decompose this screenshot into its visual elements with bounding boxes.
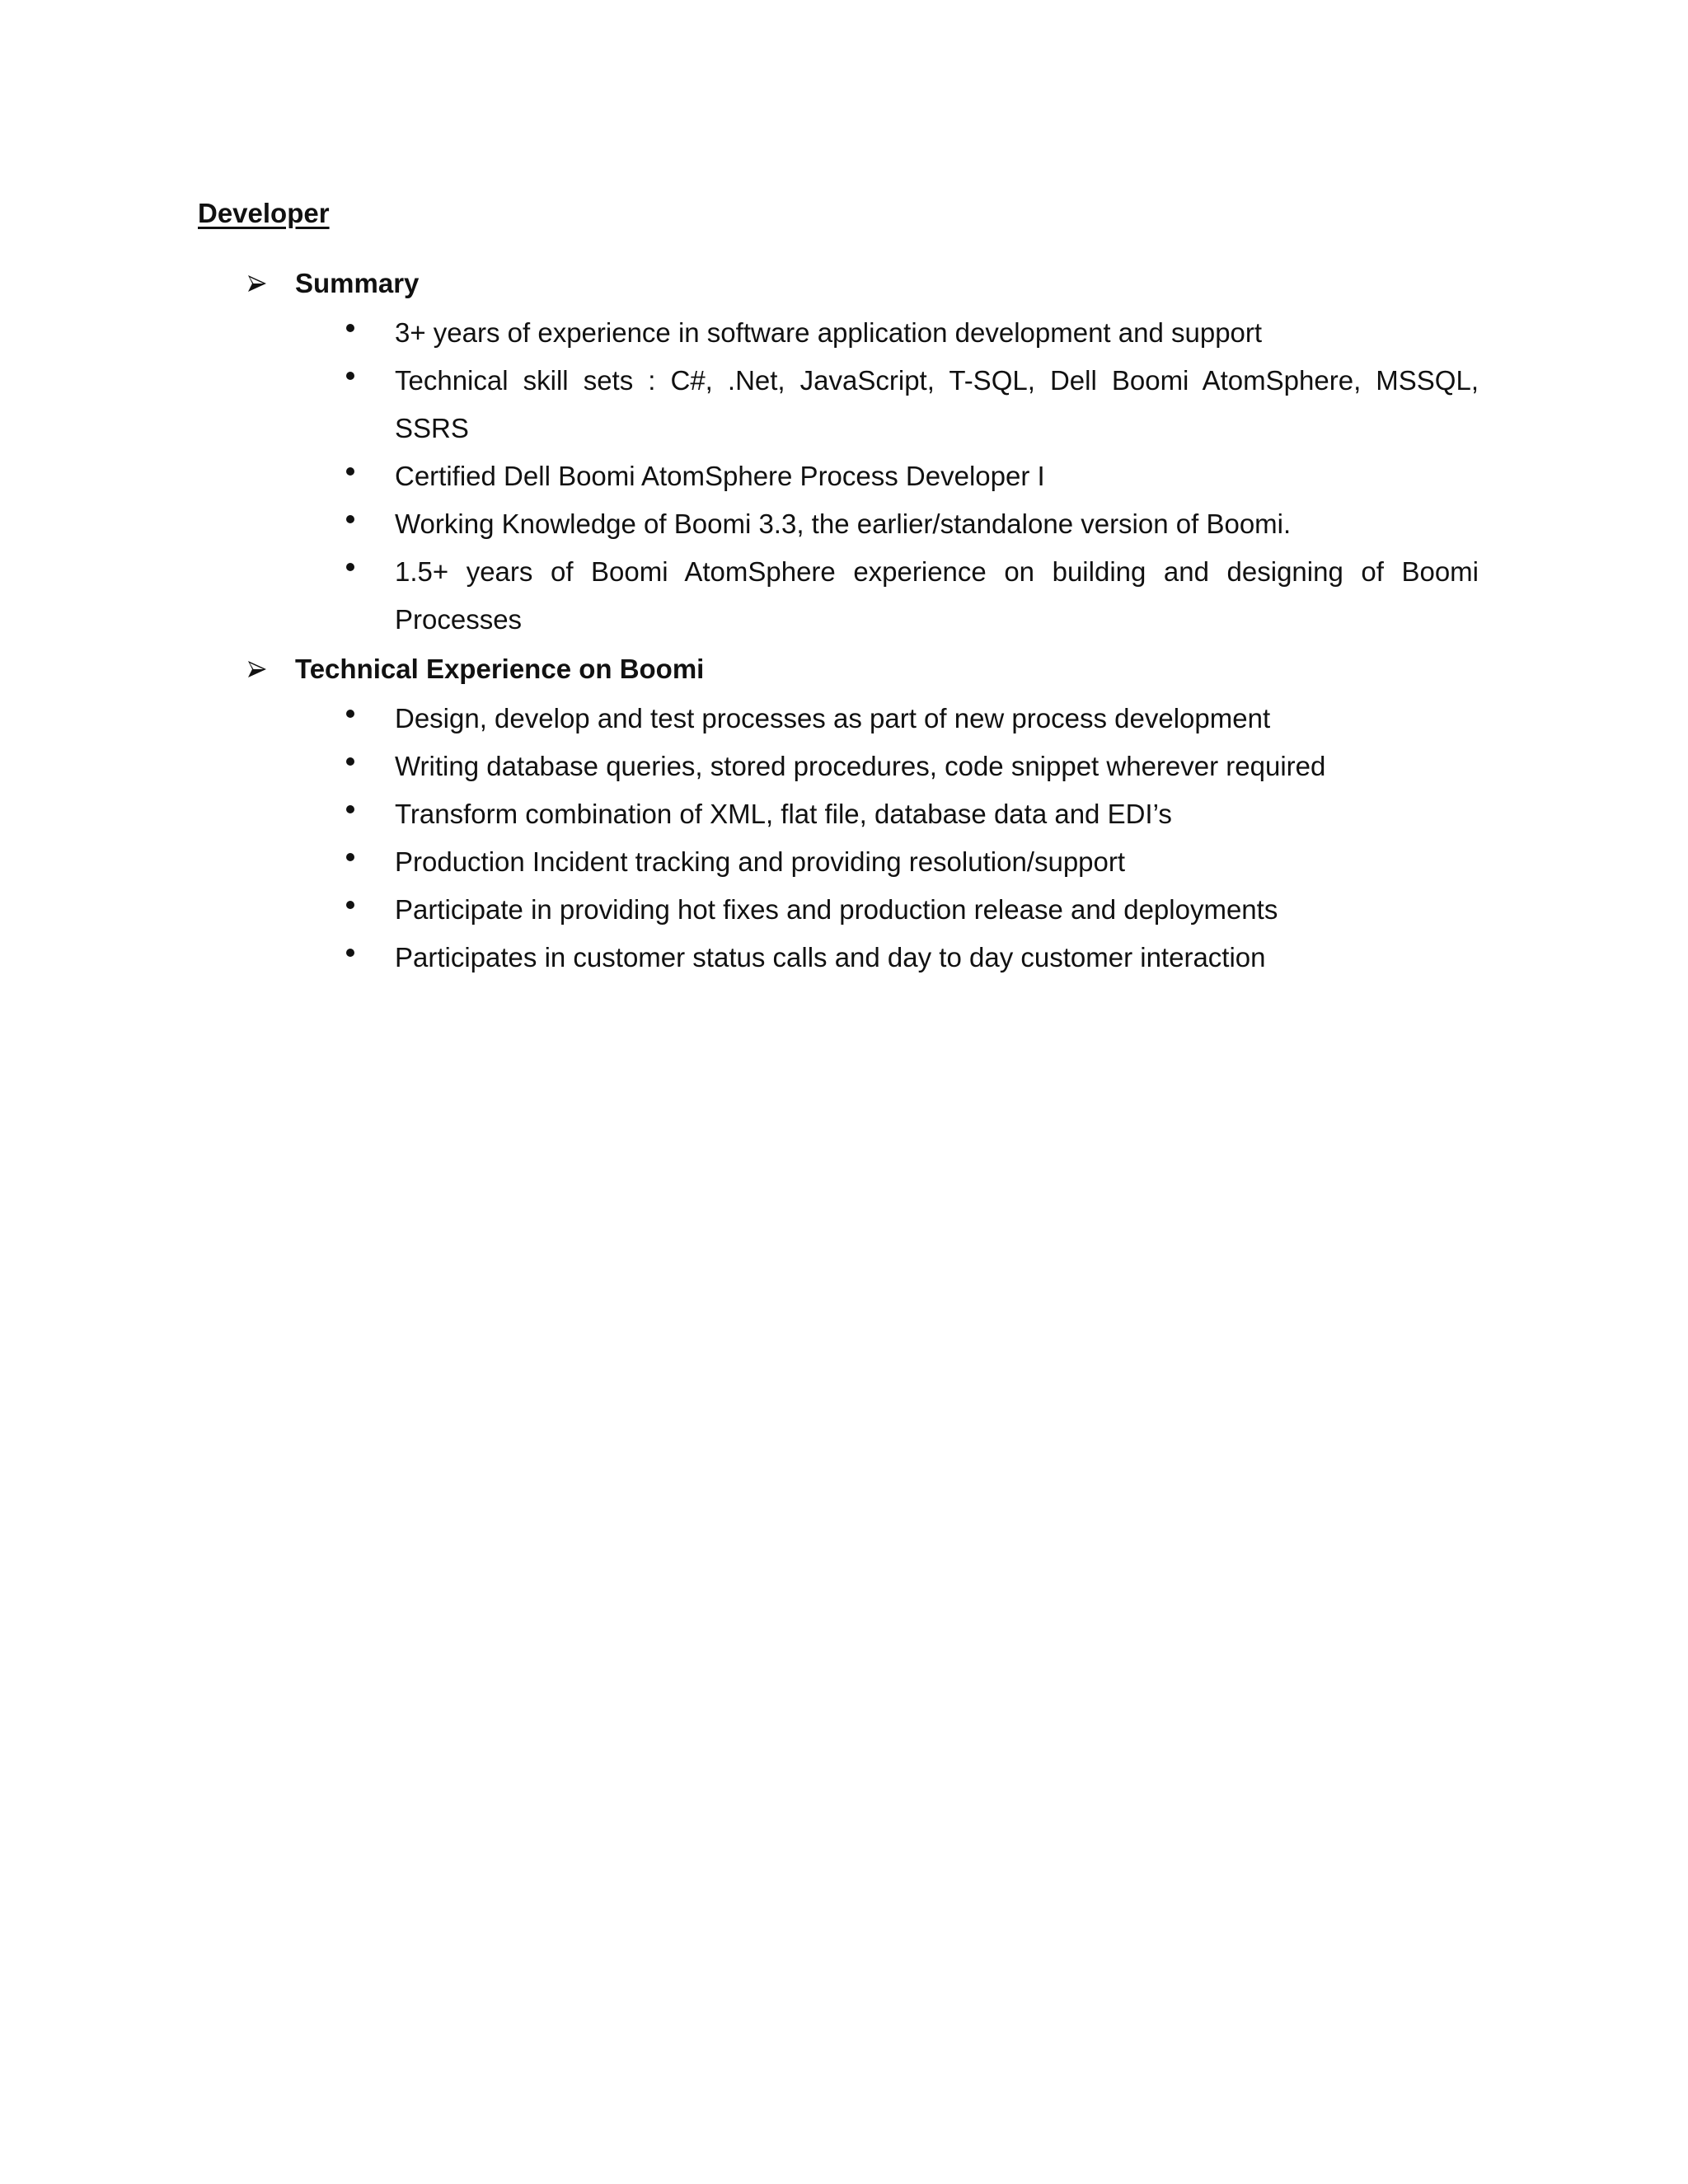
- list-item: [0, 886, 1688, 934]
- list-item: [0, 357, 1688, 452]
- list-item-text: 3+ years of experience in software application development and support: [395, 317, 1263, 348]
- list-item: [0, 790, 1688, 838]
- technical-experience-bullet-list: [0, 695, 1688, 982]
- list-item: [0, 934, 1688, 982]
- bullet-dot-icon: [346, 853, 354, 861]
- summary-bullet-list: [0, 309, 1688, 644]
- list-item-text: Production Incident tracking and providing resolution/support: [395, 846, 1126, 877]
- list-item-text: Certified Dell Boomi AtomSphere Process Developer I: [395, 461, 1045, 491]
- list-item: [0, 838, 1688, 886]
- bullet-dot-icon: [346, 515, 354, 523]
- list-item-text: Participates in customer status calls and day to day customer interaction: [395, 942, 1266, 972]
- bullet-dot-icon: [346, 563, 354, 571]
- list-item: [0, 548, 1688, 644]
- list-item-text: Working Knowledge of Boomi 3.3, the earlier/standalone version of Boomi.: [395, 509, 1292, 539]
- list-item: [0, 309, 1688, 357]
- list-item-text: Transform combination of XML, flat file, database data and EDI’s: [395, 799, 1172, 829]
- list-item-text: Participate in providing hot fixes and production release and deployments: [395, 894, 1278, 925]
- page-title: Developer: [198, 198, 330, 228]
- bullet-dot-icon: [346, 372, 354, 380]
- technical-experience-heading-text: Technical Experience on Boomi: [295, 654, 705, 684]
- bullet-dot-icon: [346, 949, 354, 957]
- list-item-text: Writing database queries, stored procedures, code snippet wherever required: [395, 751, 1326, 781]
- bullet-dot-icon: [346, 324, 354, 332]
- bullet-dot-icon: [346, 757, 354, 766]
- arrow-bullet-icon: [247, 651, 269, 687]
- list-item: [0, 695, 1688, 743]
- list-item: [0, 500, 1688, 548]
- list-item-text: Technical skill sets : C#, .Net, JavaScript, T-SQL, Dell Boomi AtomSphere, MSSQL, SSRS: [395, 365, 1479, 443]
- bullet-dot-icon: [346, 901, 354, 909]
- list-item-text: Design, develop and test processes as part of new process development: [395, 703, 1271, 733]
- bullet-dot-icon: [346, 710, 354, 718]
- list-item: [0, 452, 1688, 500]
- arrow-bullet-icon: [247, 265, 269, 302]
- list-item: [0, 743, 1688, 790]
- bullet-dot-icon: [346, 467, 354, 476]
- summary-heading-text: Summary: [295, 268, 420, 298]
- bullet-dot-icon: [346, 805, 354, 813]
- list-item-text: 1.5+ years of Boomi AtomSphere experience on building and designing of Boomi Processes: [395, 556, 1479, 635]
